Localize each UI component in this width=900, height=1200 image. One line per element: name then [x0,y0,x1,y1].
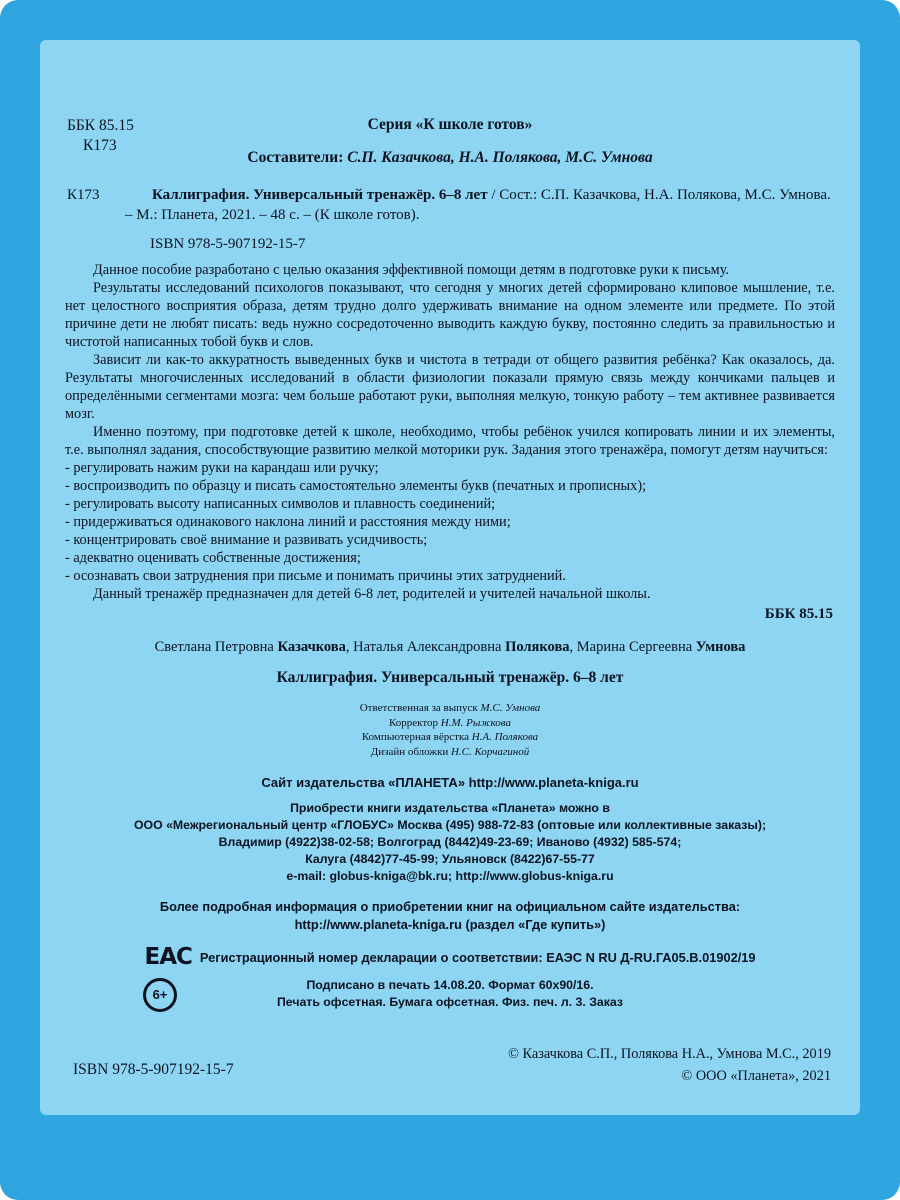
annotation-paragraph: Данное пособие разработано с целью оказания эффективной помощи детям в подготовке руки к письму. [93,261,729,278]
purchase-line: ООО «Межрегиональный центр «ГЛОБУС» Москва (495) 988-72-83 (оптовые или коллективные заказы); [133,818,767,833]
annotation-paragraph: Результаты исследований психологов показывают, что сегодня у многих детей сформировано клиповое мышление, т.е. нет целостного восприятия образа, детям трудно долго удерживать внимание на одном элементе или предмете. По этой причине дети не любят писать: ведь нужно сосредоточенно выводить каждую букву, постоянно следить за правильностью и чистотой написанных тобой букв и слов. [65,279,835,350]
copyright-block [508,1044,831,1087]
info-line: Более подробная информация о приобретении книг на официальном сайте издательства: [159,898,741,914]
staff-line: Компьютерная вёрстка Н.А. Полякова [361,731,539,744]
skill-list-item: - адекватно оценивать собственные достижения; [65,549,361,566]
staff-name: Н.М. Рыжкова [440,716,511,729]
isbn-bottom: ISBN 978-5-907192-15-7 [73,1061,234,1078]
author-given-name: , Наталья Александровна [345,638,506,655]
compilers-label: Составители: [247,149,344,166]
info-line: http://www.planeta-kniga.ru (раздел «Где купить») [294,916,606,932]
authors-full-names [65,639,835,656]
age-rating-icon: 6+ [143,978,177,1012]
declaration-number: Регистрационный номер декларации о соответствии: ЕАЭС N RU Д-RU.ГА05.В.01902/19 [199,949,756,965]
copyright-line: © Казачкова С.П., Полякова Н.А., Умнова М.С., 2019 [508,1046,831,1063]
catalog-code: К173 [67,187,100,203]
staff-line: Дизайн обложки Н.С. Корчагиной [370,746,530,759]
page-inner-panel [40,40,860,1115]
catalog-description [125,185,835,226]
skill-list-item: - концентрировать своё внимание и развивать усидчивость; [65,531,428,548]
author-given-name: , Марина Сергеевна [569,638,696,655]
more-info-block [65,898,835,934]
staff-line: Корректор Н.М. Рыжкова [389,716,511,729]
purchase-line: Владимир (4922)38-02-58; Волгоград (8442)49-23-69; Иваново (4932) 585-574; [218,835,682,850]
skill-list-item: - регулировать высоту написанных символов и плавность соединений; [65,495,496,512]
purchase-line: e-mail: globus-kniga@bk.ru; http://www.globus-kniga.ru [286,869,614,883]
compilers-names: С.П. Казачкова, Н.А. Полякова, М.С. Умнова [343,149,653,166]
skill-list-item: - воспроизводить по образцу и писать самостоятельно элементы букв (печатных и прописных); [65,477,647,494]
annotation-paragraph: Зависит ли как-то аккуратность выведенных букв и чистота в тетради от общего развития ребёнка? Как оказалось, да. Результаты многочисленных исследований в области физиологии показали прямую связь между кончиками пальцев и определёнными сегментами мозга: чем больше работают руки, выполняя мелкую, тонкую работу – тем активнее развивается мозг. [65,351,835,422]
author-surname: Казачкова [277,638,346,655]
bbk-bottom-right: ББК 85.15 [764,605,833,622]
publisher-site-line: Сайт издательства «ПЛАНЕТА» http://www.planeta-kniga.ru [261,775,639,791]
page-content [40,40,860,1115]
staff-line: Ответственная за выпуск М.С. Умнова [359,701,541,714]
annotation-block [65,261,835,603]
editorial-staff-block [65,701,835,760]
print-lines [65,977,835,1011]
book-title: Каллиграфия. Универсальный тренажёр. 6–8 лет [276,668,624,686]
declaration-row [65,943,835,970]
bbk-number: ББК 85.15 [67,117,134,134]
skill-list-item: - придерживаться одинакового наклона линий и расстояния между ними; [65,513,511,530]
skill-list-item: - регулировать нажим руки на карандаш или ручку; [65,459,379,476]
header-block [65,116,835,167]
annotation-closing: Данный тренажёр предназначен для детей 6-8 лет, родителей и учителей начальной школы. [93,585,651,602]
catalog-entry [65,185,835,254]
catalog-imprint: / Сост.: С.П. Казачкова, Н.А. Полякова, М.С. Умнова. – М.: Планета, 2021. – 48 с. – (К школе готов). [125,187,831,224]
compilers-line [65,149,835,167]
series-title: Серия «К школе готов» [367,116,533,133]
staff-name: М.С. Умнова [480,701,541,714]
eac-conformity-mark-icon: ЕАС [144,943,192,970]
bbk-classification [67,116,134,156]
print-line: Подписано в печать 14.08.20. Формат 60х90/16. [306,977,594,992]
annotation-paragraph: Именно поэтому, при подготовке детей к школе, необходимо, чтобы ребёнок учился копировать линии и их элементы, т.е. выполнял задания, способствующие развитию мелкой моторики рук. Задания этого тренажёра, помогут детям научиться: [65,423,835,458]
author-given-name: Светлана Петровна [154,638,278,655]
print-line: Печать офсетная. Бумага офсетная. Физ. печ. л. 3. Заказ [276,994,624,1009]
skill-list-item: - осознавать свои затруднения при письме и понимать причины этих затруднений. [65,567,566,584]
footer-row [65,1044,835,1087]
staff-name: Н.С. Корчагиной [450,746,530,759]
print-info-block [65,977,835,1011]
author-surname: Полякова [505,638,570,655]
copyright-line: © ООО «Планета», 2021 [681,1067,831,1084]
catalog-title: Каллиграфия. Универсальный тренажёр. 6–8 лет [152,187,488,203]
purchase-info-block [65,800,835,885]
purchase-line: Калуга (4842)77-45-99; Ульяновск (8422)67-55-77 [305,852,595,867]
author-surname: Умнова [695,638,746,655]
isbn-top: ISBN 978-5-907192-15-7 [150,235,306,252]
purchase-line: Приобрести книги издательства «Планета» можно в [290,801,610,816]
bbk-author-code: К173 [83,137,117,155]
staff-name: Н.А. Полякова [471,731,539,744]
